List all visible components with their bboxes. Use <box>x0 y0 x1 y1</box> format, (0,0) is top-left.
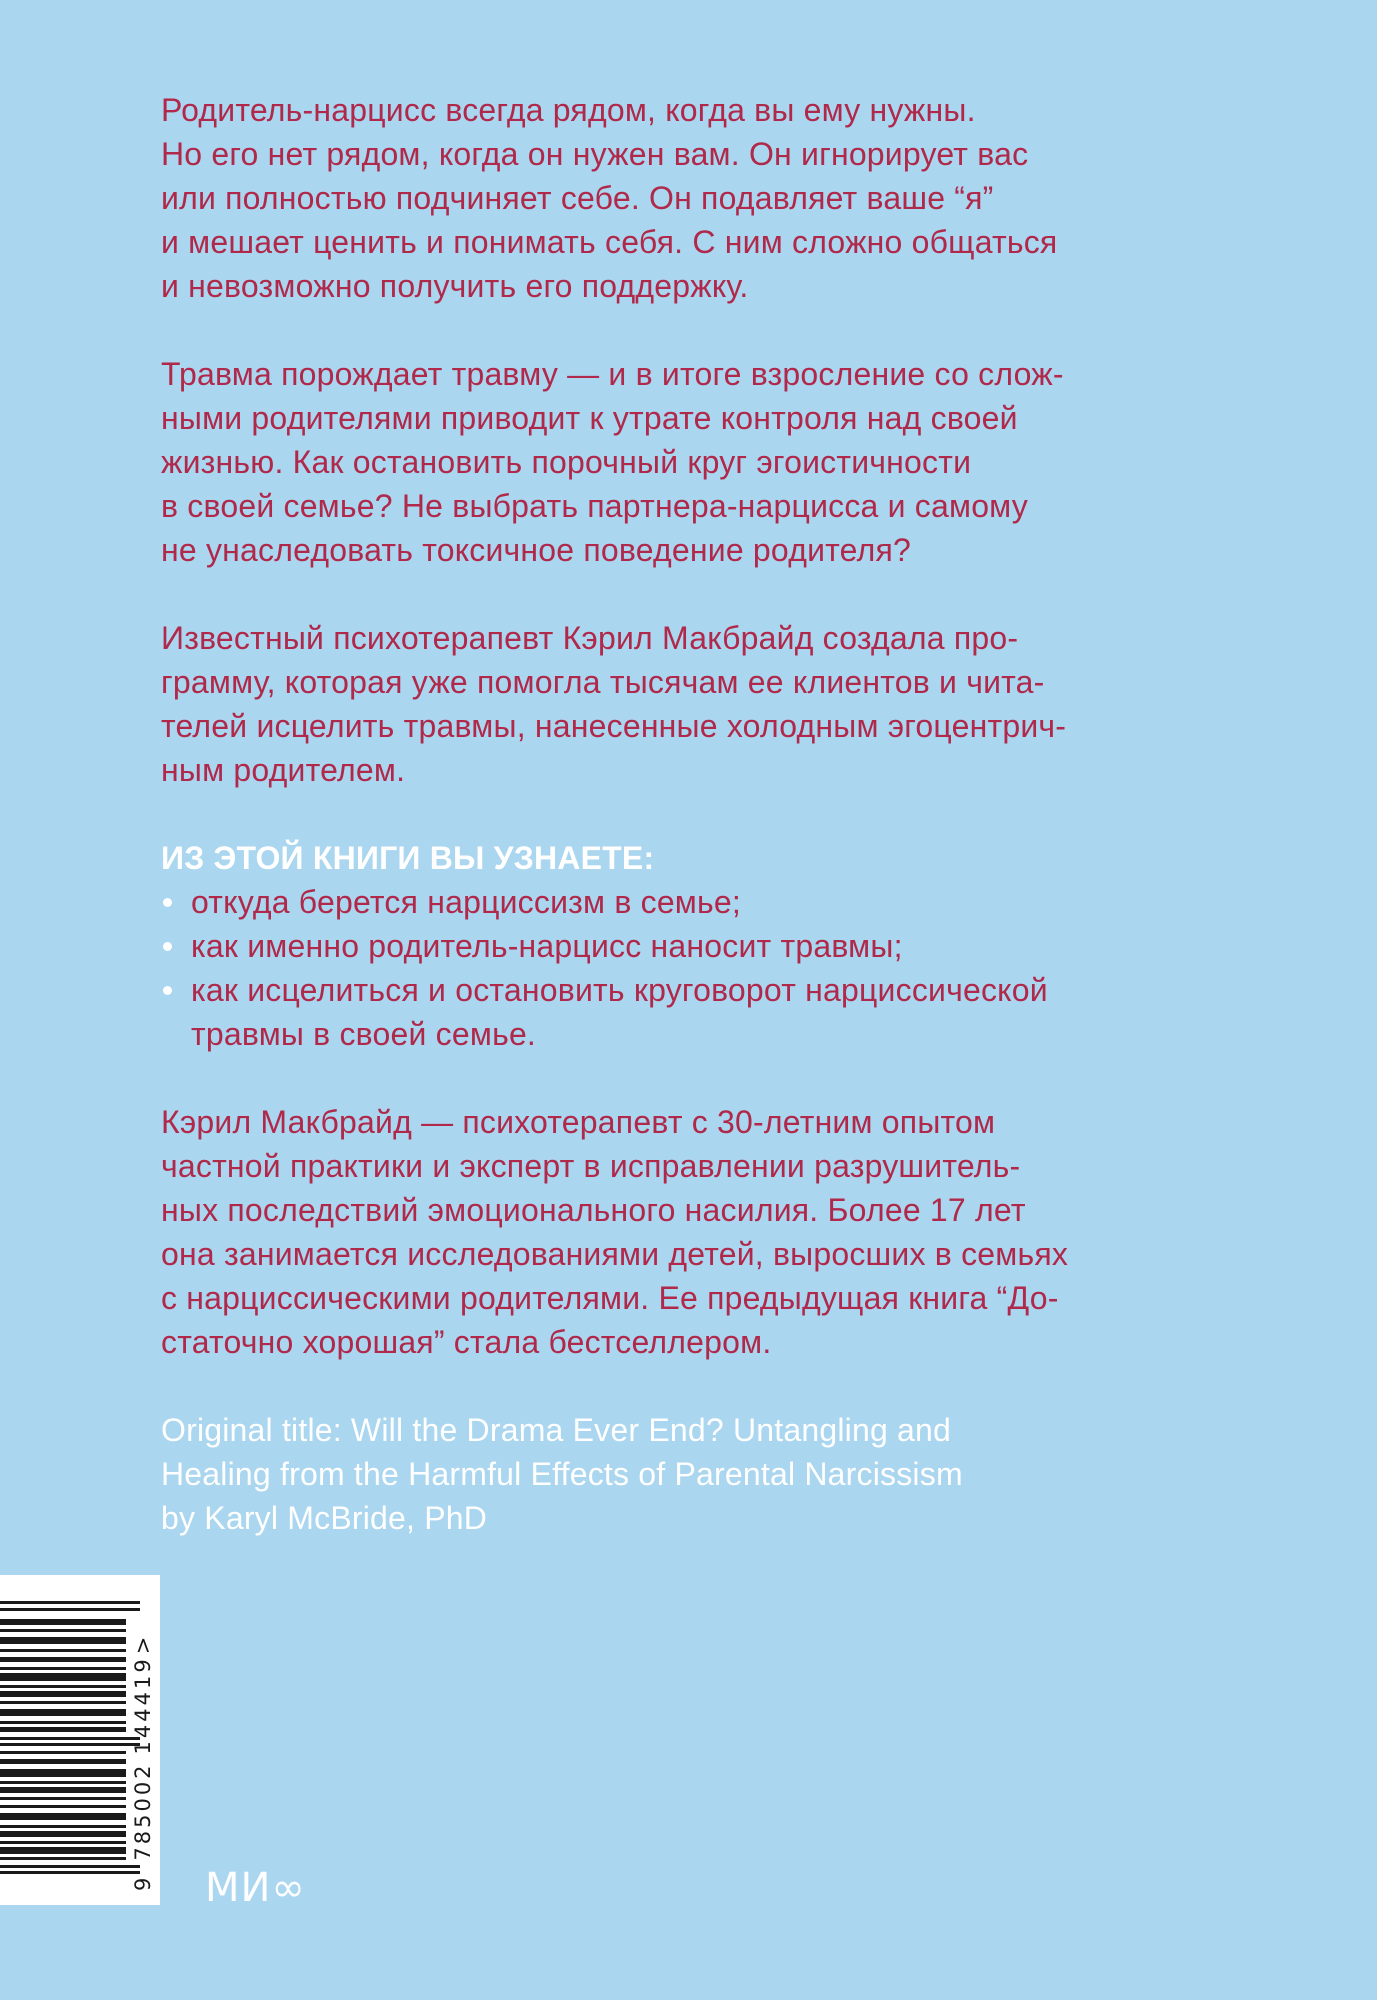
text-line: by Karyl McBride, PhD <box>161 1500 488 1536</box>
isbn-barcode <box>0 1575 160 1905</box>
text-line: частной практики и эксперт в исправлении разрушитель- <box>161 1148 1021 1184</box>
text-line: Но его нет рядом, когда он нужен вам. Он игнорирует вас <box>161 136 1029 172</box>
list-item <box>161 924 1241 968</box>
bullet-icon <box>163 942 172 951</box>
text-line: как именно родитель-нарцисс наносит травмы; <box>191 928 903 964</box>
barcode-group-2: 144419 <box>131 1656 155 1755</box>
barcode-group-1: 785002 <box>131 1762 155 1861</box>
text-line: грамму, которая уже помогла тысячам ее клиентов и чита- <box>161 664 1045 700</box>
publisher-logo <box>205 1866 306 1910</box>
text-line: или полностью подчиняет себе. Он подавляет ваше “я” <box>161 180 994 216</box>
learn-list <box>161 880 1241 1056</box>
program-paragraph <box>161 616 1241 792</box>
text-line: ным родителем. <box>161 752 406 788</box>
learn-heading: ИЗ ЭТОЙ КНИГИ ВЫ УЗНАЕТЕ: <box>161 840 655 876</box>
logo-text: МИ∞ <box>205 1865 306 1911</box>
text-line: ными родителями приводит к утрате контроля над своей <box>161 400 1018 436</box>
text-line: и невозможно получить его поддержку. <box>161 268 749 304</box>
list-item <box>161 968 1241 1056</box>
text-line: статочно хорошая” стала бестселлером. <box>161 1324 772 1360</box>
text-line: телей исцелить травмы, нанесенные холодным эгоцентрич- <box>161 708 1067 744</box>
author-bio <box>161 1100 1241 1364</box>
text-line: в своей семье? Не выбрать партнера-нарцисса и самому <box>161 488 1028 524</box>
original-title <box>161 1408 1241 1540</box>
text-line: Травма порождает травму — и в итоге взросление со слож- <box>161 356 1064 392</box>
text-line: Healing from the Harmful Effects of Parental Narcissism <box>161 1456 963 1492</box>
text-line: ных последствий эмоционального насилия. Более 17 лет <box>161 1192 1026 1228</box>
text-line: жизнью. Как остановить порочный круг эгоистичности <box>161 444 972 480</box>
back-cover-text <box>161 88 1241 1584</box>
intro-paragraph <box>161 88 1241 308</box>
text-line: с нарциссическими родителями. Ее предыдущая книга “До- <box>161 1280 1059 1316</box>
text-line: Original title: Will the Drama Ever End? Untangling and <box>161 1412 952 1448</box>
barcode-quiet-zone-mark: > <box>131 1633 155 1655</box>
barcode-digits <box>128 1567 158 1897</box>
learn-section <box>161 836 1241 1056</box>
bullet-icon <box>163 986 172 995</box>
trauma-paragraph <box>161 352 1241 572</box>
text-line: не унаследовать токсичное поведение родителя? <box>161 532 911 568</box>
text-line: как исцелиться и остановить круговорот нарциссической <box>191 972 1048 1008</box>
barcode-lead-digit: 9 <box>131 1874 155 1891</box>
text-line: и мешает ценить и понимать себя. С ним сложно общаться <box>161 224 1058 260</box>
bullet-icon <box>163 898 172 907</box>
text-line: Известный психотерапевт Кэрил Макбрайд создала про- <box>161 620 1019 656</box>
text-line: она занимается исследованиями детей, выросших в семьях <box>161 1236 1069 1272</box>
text-line: Родитель-нарцисс всегда рядом, когда вы ему нужны. <box>161 92 976 128</box>
text-line: Кэрил Макбрайд — психотерапевт с 30-летним опытом <box>161 1104 996 1140</box>
text-line: откуда берется нарциссизм в семье; <box>191 884 741 920</box>
list-item <box>161 880 1241 924</box>
text-line: травмы в своей семье. <box>191 1016 537 1052</box>
